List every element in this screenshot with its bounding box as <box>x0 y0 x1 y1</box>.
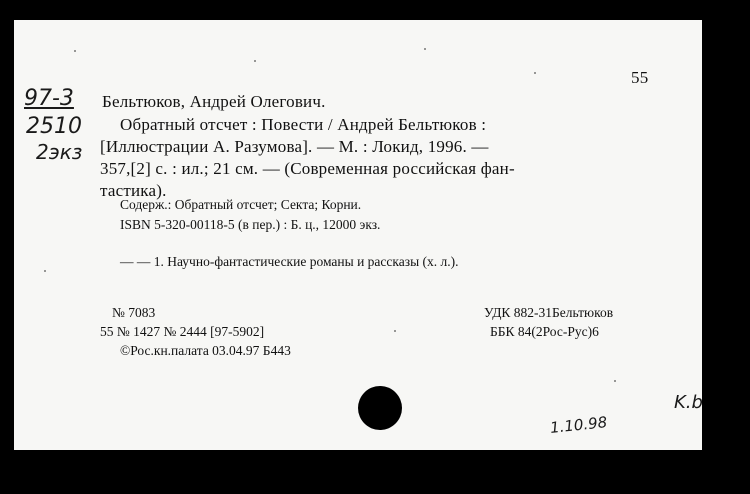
record-number: № 7083 <box>112 305 156 320</box>
bbk-code: ББК 84(2Рос-Рус)6 <box>490 324 599 339</box>
speck <box>44 270 46 272</box>
call-number-line1: 97-3 <box>24 86 74 111</box>
speck <box>254 60 256 62</box>
punch-hole <box>358 386 402 430</box>
page-number: 55 <box>631 68 649 87</box>
speck <box>394 330 396 332</box>
isbn-line: ISBN 5-320-00118-5 (в пер.) : Б. ц., 12000 экз. <box>120 217 381 232</box>
speck <box>614 380 616 382</box>
margin-mark: K.b <box>674 392 703 413</box>
subject-heading: — — 1. Научно-фантастические романы и рассказы (х. л.). <box>120 254 459 269</box>
copies-note: 2экз <box>36 140 83 164</box>
catalog-card <box>14 20 702 450</box>
speck <box>424 48 426 50</box>
call-number-line2: 2510 <box>26 114 82 139</box>
author-heading: Бельтюков, Андрей Олегович. <box>102 92 326 111</box>
udk-code: УДК 882-31Бельтюков <box>484 305 614 320</box>
contents-note: Содерж.: Обратный отсчет; Секта; Корни. <box>120 197 362 212</box>
accession-line: 55 № 1427 № 2444 [97-5902] <box>100 324 265 339</box>
chamber-stamp-line: ©Рос.кн.палата 03.04.97 Б443 <box>120 343 291 358</box>
handwritten-date: 1.10.98 <box>549 413 609 437</box>
speck <box>74 50 76 52</box>
illustrator-line: [Иллюстрации А. Разумова]. — М. : Локид, 1996. — <box>100 137 489 156</box>
title-line: Обратный отсчет : Повести / Андрей Бельтюков : <box>120 115 487 134</box>
collation-line: 357,[2] с. : ил.; 21 см. — (Современная российская фан- <box>100 159 515 178</box>
speck <box>534 72 536 74</box>
series-line: тастика). <box>100 181 167 200</box>
